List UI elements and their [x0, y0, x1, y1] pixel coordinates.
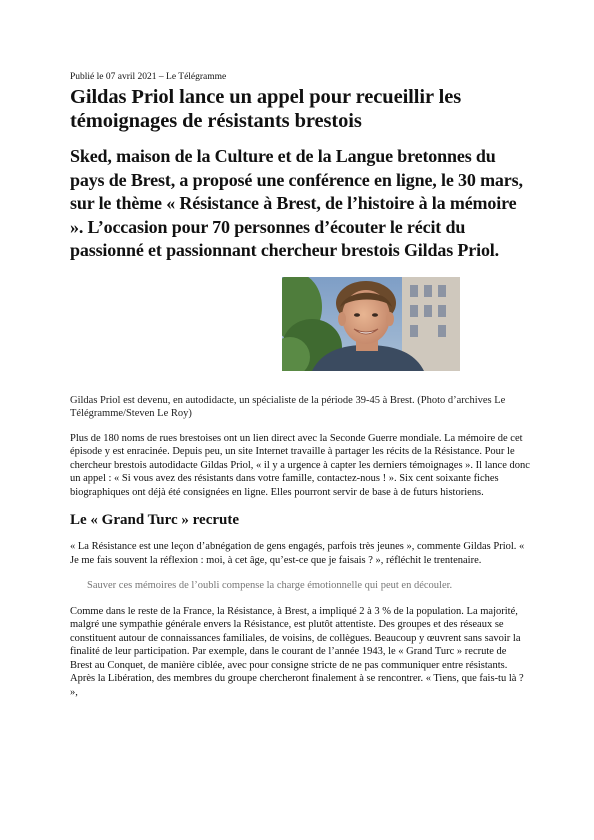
- portrait-photo: [282, 277, 460, 371]
- body-paragraph: Comme dans le reste de la France, la Résistance, à Brest, a impliqué 2 à 3 % de la population. La majorité, malgré une sympathie générale envers la Résistance, est plutôt attentiste. Des groupes et des réseaux se constituent autour de connaissances familiales, de voisins, de collègues. Beaucoup y œuvrent sans savoir la finalité de leur participation. Par exemple, dans le courant de l’année 1943, le « Grand Turc » recrute de Brest au Conquet, de manière ciblée, avec pour consigne stricte de ne pas communiquer entre résistants. Après la Libération, des membres du groupe chercheront finalement à se rencontrer. « Tiens, que fais-tu là ? »,: [70, 605, 524, 698]
- photo-caption: Gildas Priol est devenu, en autodidacte, un spécialiste de la période 39-45 à Brest. (Photo d’archives Le Télégramme/Steven Le Roy): [70, 394, 506, 419]
- body-paragraph: Plus de 180 noms de rues brestoises ont un lien direct avec la Seconde Guerre mondiale. La mémoire de cet épisode y est enracinée. Depuis peu, un site Internet travaille à partager les récits de la Résistance. Pour le chercheur brestois autodidacte Gildas Priol, « il y a urgence à capter les derniers témoignages ». Il lance donc un appel : « Si vous avez des résistants dans votre famille, contactez-nous ! ». Six cent soixante fiches biographiques ont déjà été consignées en ligne. Elles pourront servir de base à de futurs historiens.: [70, 432, 530, 498]
- quote-paragraph: « La Résistance est une leçon d’abnégation de gens engagés, parfois très jeunes », commente Gildas Priol. « Je me fais souvent la réflexion : moi, à cet âge, qu’est-ce que je faisais ? », réfléchit le trentenaire.: [70, 541, 525, 566]
- article-page: [70, 71, 530, 711]
- portrait-photo-icon: [282, 277, 460, 371]
- publication-meta: Publié le 07 avril 2021 – Le Télégramme: [70, 72, 227, 82]
- article-lead: Sked, maison de la Culture et de la Langue bretonnes du pays de Brest, a proposé une conférence en ligne, le 30 mars, sur le thème « Résistance à Brest, de l’histoire à la mémoire ». L’occasion pour 70 personnes d’écouter le récit du passionné et passionnant chercheur brestois Gildas Priol.: [70, 146, 523, 260]
- section-heading: Le « Grand Turc » recrute: [70, 512, 240, 528]
- pull-quote: Sauver ces mémoires de l’oubli compense la charge émotionnelle qui peut en découler.: [87, 580, 453, 591]
- article-title: Gildas Priol lance un appel pour recueillir les témoignages de résistants brestois: [70, 86, 462, 132]
